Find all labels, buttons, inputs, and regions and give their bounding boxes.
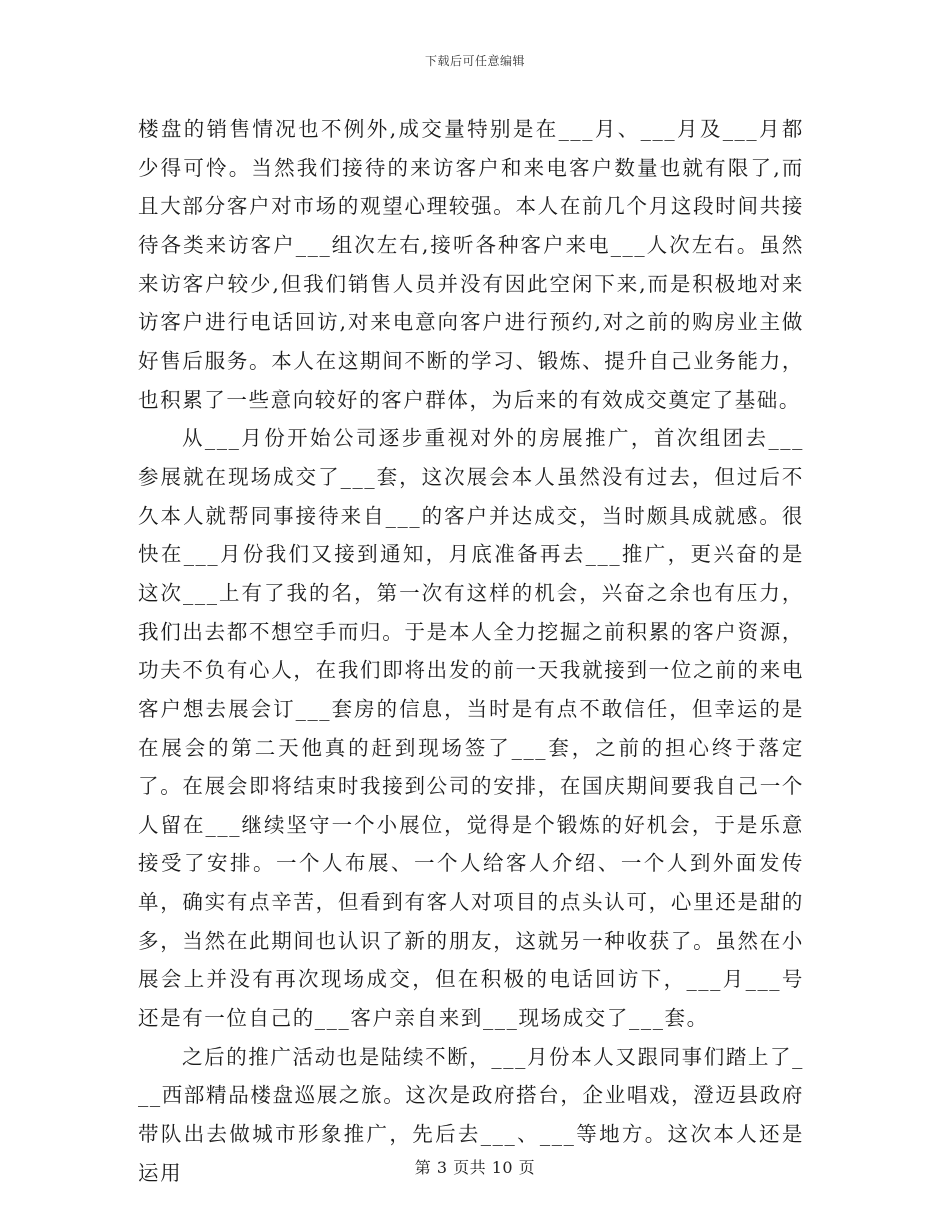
page-number: 第 3 页共 10 页 — [414, 1158, 536, 1177]
paragraph-2: 从___月份开始公司逐步重视对外的房展推广，首次组团去___参展就在现场成交了___套，这次展会本人虽然没有过去，但过后不久本人就帮同事接待来自___的客户并达成交，当时颇具成就感。很快在___月份我们又接到通知，月底准备再去___推广，更兴奋的是这次___上有了我的名，第一次有这样的机会，兴奋之余也有压力，我们出去都不想空手而归。于是本人全力挖掘之前积累的客户资源，功夫不负有心人，在我们即将出发的前一天我就接到一位之前的来电客户想去展会订___套房的信息，当时是有点不敢信任，但幸运的是在展会的第二天他真的赶到现场签了___套，之前的担心终于落定了。在展会即将结束时我接到公司的安排，在国庆期间要我自己一个人留在___继续坚守一个小展位，觉得是个锻炼的好机会，于是乐意接受了安排。一个人布展、一个人给客人介绍、一个人到外面发传单，确实有点辛苦，但看到有客人对项目的点头认可，心里还是甜的多，当然在此期间也认识了新的朋友，这就另一种收获了。虽然在小展会上并没有再次现场成交，但在积极的电话回访下，___月___号还是有一位自己的___客户亲自来到___现场成交了___套。 — [138, 426, 804, 1031]
paragraph-1: 楼盘的销售情况也不例外,成交量特别是在___月、___月及___月都少得可怜。当然我们接待的来访客户和来电客户数量也就有限了,而且大部分客户对市场的观望心理较强。本人在前几个月这段时间共接待各类来访客户___组次左右,接听各种客户来电___人次左右。虽然来访客户较少,但我们销售人员并没有因此空闲下来,而是积极地对来访客户进行电话回访,对来电意向客户进行预约,对之前的购房业主做好售后服务。本人在这期间不断的学习、锻炼、提升自己业务能力，也积累了一些意向较好的客户群体，为后来的有效成交奠定了基础。 — [138, 117, 804, 412]
page-header: 下载后可任意编辑 — [424, 54, 525, 68]
document-body — [138, 110, 804, 1192]
paragraph-3: 之后的推广活动也是陆续不断，___月份本人又跟同事们踏上了___西部精品楼盘巡展之旅。这次是政府搭台，企业唱戏，澄迈县政府带队出去做城市形象推广，先后去___、___等地方。这次本人还是运用 — [138, 1044, 804, 1185]
